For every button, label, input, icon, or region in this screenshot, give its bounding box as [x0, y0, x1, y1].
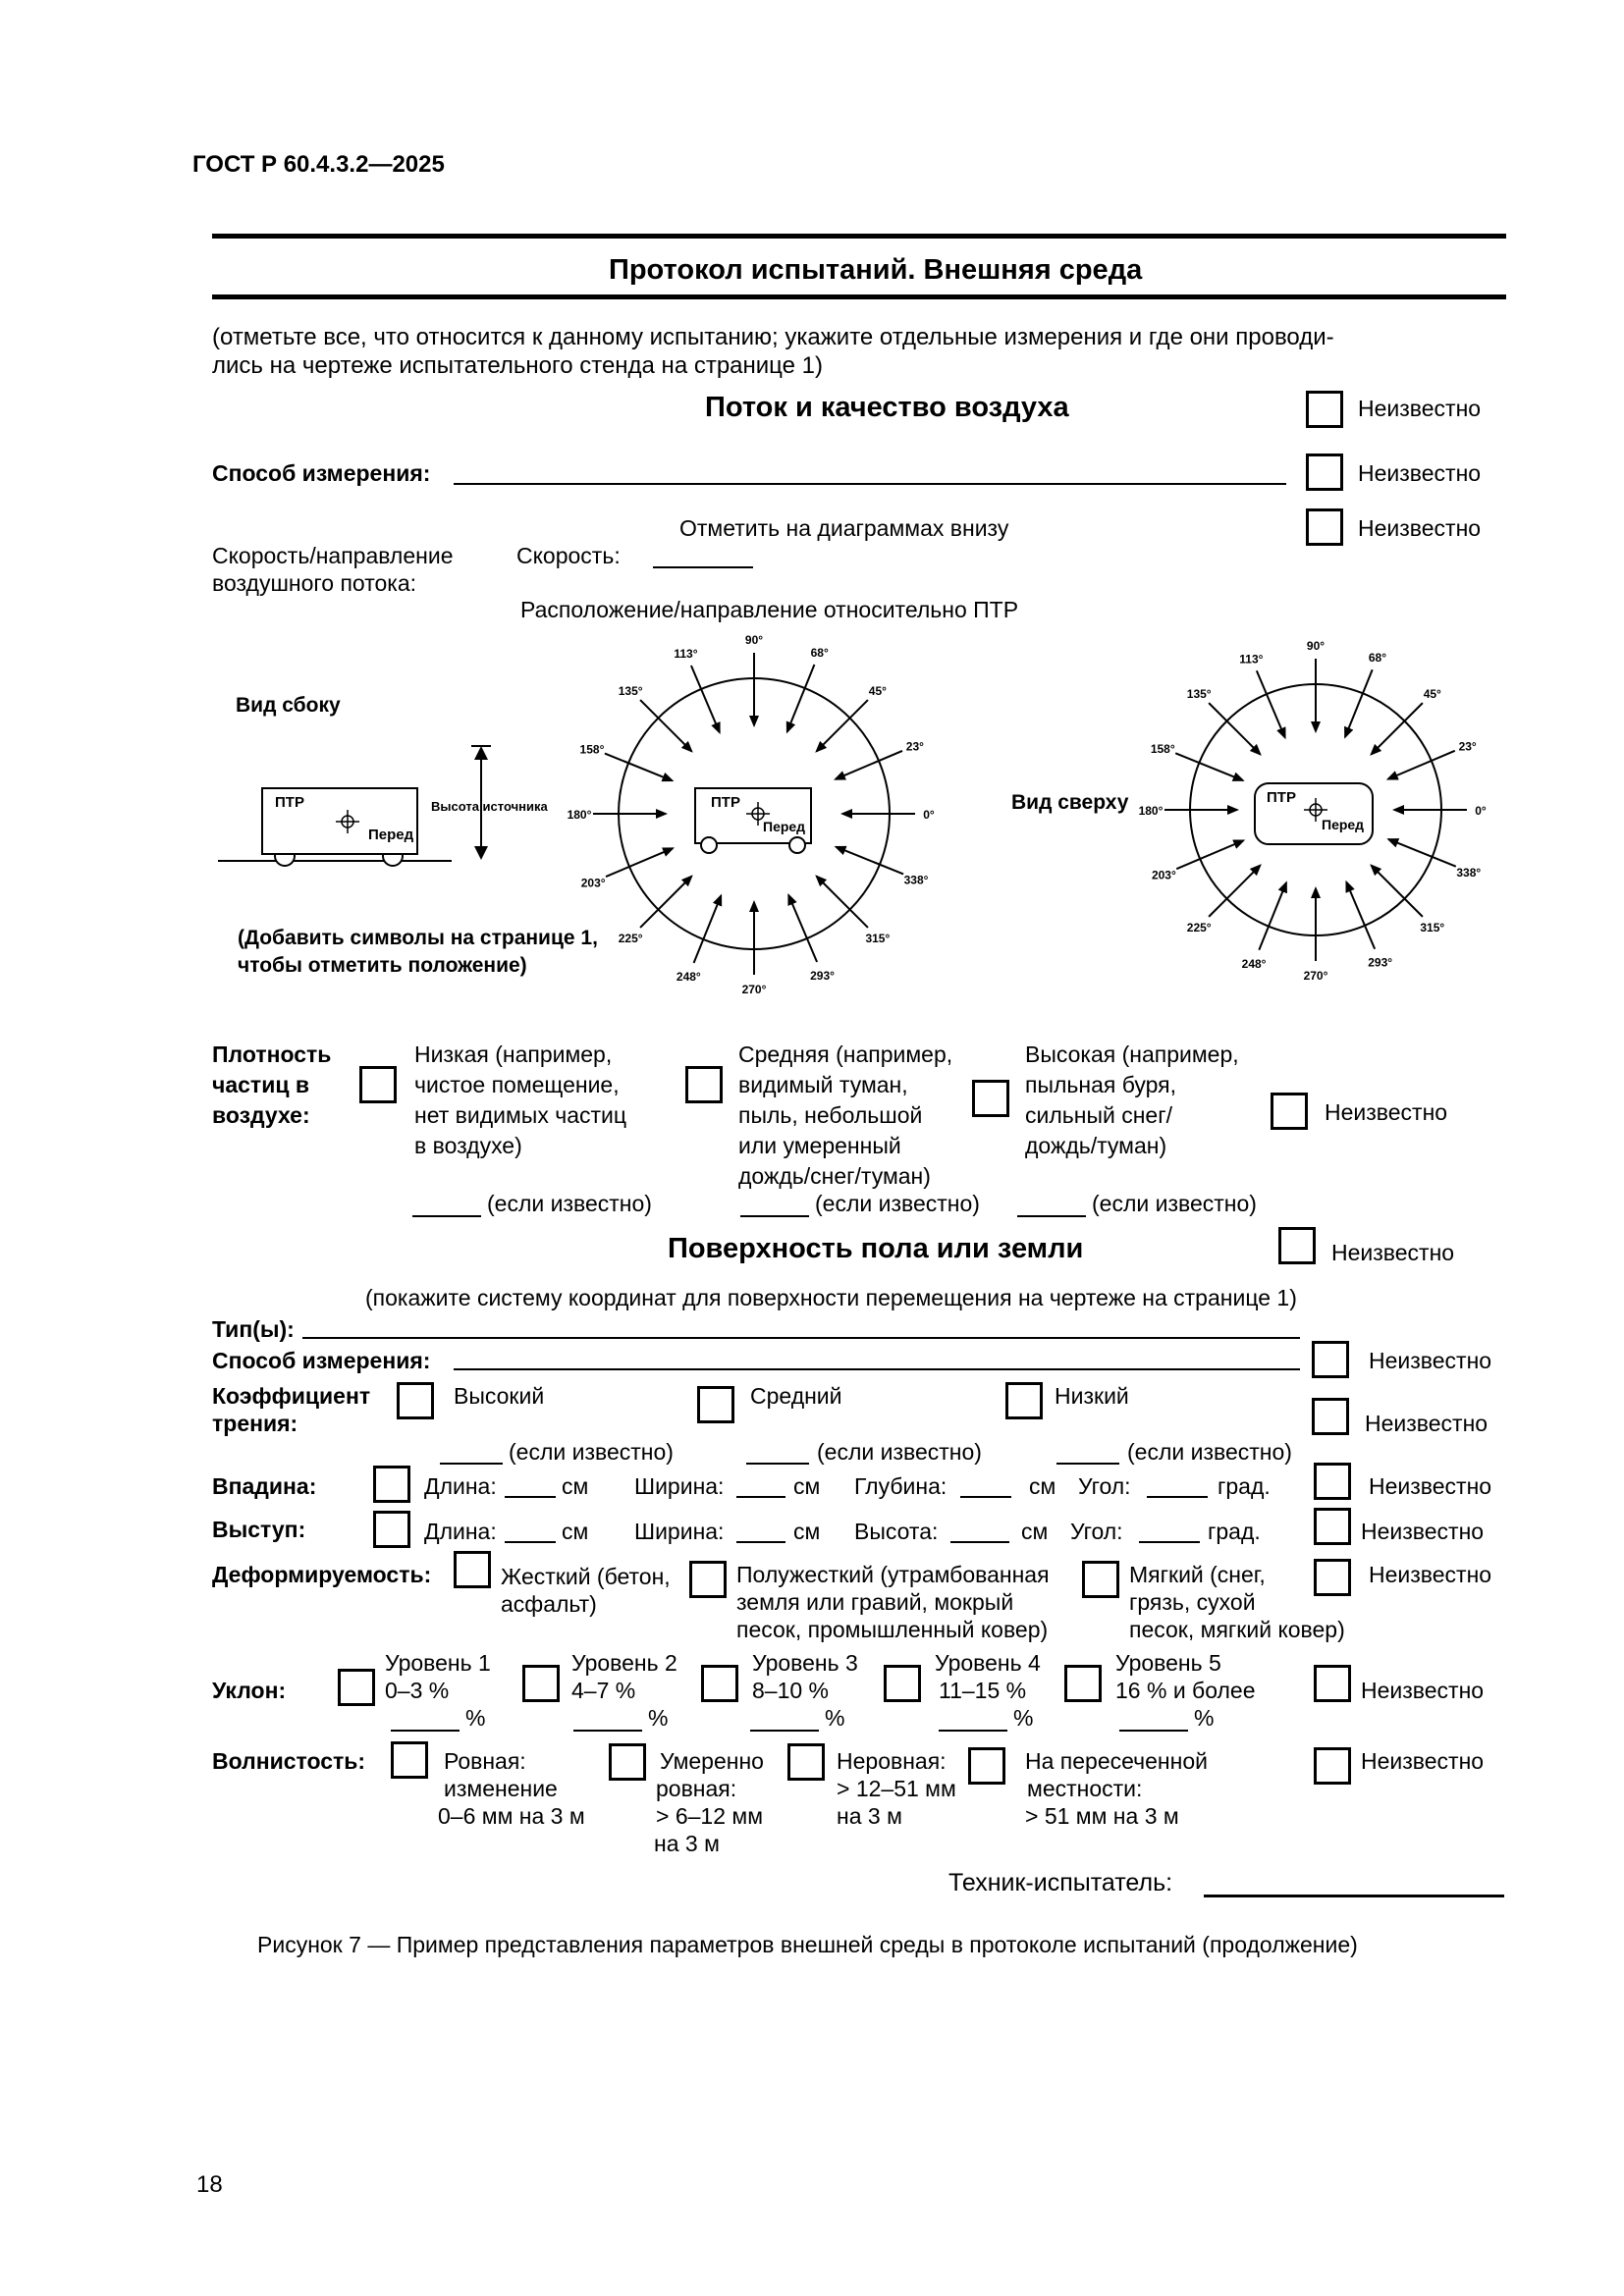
slope-level-4-value[interactable] — [939, 1730, 1007, 1732]
dip-length-field[interactable] — [505, 1496, 556, 1498]
mark-on-diagrams-note: Отметить на диаграммах внизу — [679, 515, 1009, 541]
semirigid-1: Полужесткий (утрамбованная — [736, 1562, 1050, 1587]
friction-low-value[interactable] — [1056, 1463, 1119, 1465]
bump-width-label: Ширина: — [634, 1519, 725, 1544]
friction-high-checkbox[interactable] — [397, 1382, 434, 1419]
floor-method-label: Способ измерения: — [212, 1348, 431, 1373]
floor-types-field[interactable] — [302, 1337, 1300, 1339]
cm-label: см — [1021, 1519, 1049, 1544]
particles-medium-checkbox[interactable] — [685, 1066, 723, 1103]
friction-high-label: Высокий — [454, 1383, 545, 1409]
wave-flat-checkbox[interactable] — [391, 1741, 428, 1779]
if-known-label: (если известно) — [1092, 1191, 1257, 1216]
slope-level-5-value[interactable] — [1119, 1730, 1188, 1732]
airflow-arrow-45 — [817, 700, 868, 751]
wave-moderate-checkbox[interactable] — [609, 1743, 646, 1781]
angle-label-338: 338° — [903, 873, 929, 887]
bump-checkbox[interactable] — [373, 1511, 410, 1548]
particles-low-checkbox[interactable] — [359, 1066, 397, 1103]
air-flow-label-1: Скорость/направление — [212, 543, 454, 568]
wave-uneven-3: на 3 м — [837, 1803, 902, 1829]
cm-label: см — [793, 1519, 821, 1544]
angle-label-158: 158° — [1150, 742, 1175, 757]
angle-label-158: 158° — [579, 742, 605, 757]
angle-label-113: 113° — [1239, 652, 1264, 667]
if-known-label: (если известно) — [817, 1439, 982, 1465]
slope-unknown-checkbox[interactable] — [1314, 1665, 1351, 1702]
angle-label-68: 68° — [810, 645, 829, 660]
semirigid-2: земля или гравий, мокрый — [736, 1589, 1014, 1615]
dip-depth-field[interactable] — [960, 1496, 1011, 1498]
particles-label-1: Плотность — [212, 1041, 332, 1067]
air-unknown-checkbox[interactable] — [1306, 391, 1343, 428]
airflow-arrow-135 — [1209, 703, 1260, 754]
particles-low-1: Низкая (например, — [414, 1041, 613, 1067]
particles-unknown-checkbox[interactable] — [1271, 1093, 1308, 1130]
slope-level-2-value[interactable] — [573, 1730, 642, 1732]
percent-label: % — [465, 1705, 486, 1731]
particles-label-3: воздухе: — [212, 1102, 310, 1128]
wave-unknown-checkbox[interactable] — [1314, 1747, 1351, 1785]
front-label: Перед — [1322, 817, 1365, 832]
deform-label: Деформируемость: — [212, 1562, 432, 1587]
wave-rough-3: > 51 мм на 3 м — [1025, 1803, 1179, 1829]
soft-1: Мягкий (снег, — [1129, 1562, 1266, 1587]
particles-low-4: в воздухе) — [414, 1133, 522, 1158]
dip-label: Впадина: — [212, 1473, 317, 1499]
top-view-label: Вид сверху — [1011, 791, 1129, 814]
angle-label-0: 0° — [1475, 804, 1487, 818]
if-known-label: (если известно) — [509, 1439, 674, 1465]
angle-label-293: 293° — [810, 968, 835, 983]
dip-width-label: Ширина: — [634, 1473, 725, 1499]
wave-flat-1: Ровная: — [444, 1748, 526, 1774]
angle-label-315: 315° — [865, 931, 891, 945]
unknown-label: Неизвестно — [1365, 1411, 1489, 1436]
slope-level-4-checkbox[interactable] — [884, 1665, 921, 1702]
slope-level-5-range: 16 % и более — [1115, 1678, 1256, 1703]
wave-rough-1: На пересеченной — [1025, 1748, 1208, 1774]
particles-medium-2: видимый туман, — [738, 1072, 908, 1097]
angle-label-135: 135° — [618, 684, 643, 699]
angle-label-248: 248° — [1241, 956, 1267, 971]
wave-rough-checkbox[interactable] — [968, 1747, 1005, 1785]
air-method-unknown-checkbox[interactable] — [1306, 454, 1343, 491]
angle-label-293: 293° — [1368, 955, 1393, 970]
angle-label-180: 180° — [567, 808, 592, 822]
rigid-2: асфальт) — [501, 1591, 597, 1617]
top-rule — [212, 234, 1506, 239]
instructions-line-2: лись на чертеже испытательного стенда на странице 1) — [212, 352, 824, 379]
page-number: 18 — [196, 2171, 223, 2198]
semirigid-checkbox[interactable] — [689, 1561, 727, 1598]
page-title: Протокол испытаний. Внешняя среда — [609, 254, 1143, 286]
bump-label: Выступ: — [212, 1517, 306, 1542]
front-label: Перед — [368, 827, 414, 843]
bump-width-field[interactable] — [736, 1541, 785, 1543]
bump-height-field[interactable] — [950, 1541, 1009, 1543]
side-view-label: Вид сбоку — [236, 694, 341, 717]
particles-high-1: Высокая (например, — [1025, 1041, 1239, 1067]
soft-3: песок, мягкий ковер) — [1129, 1617, 1345, 1642]
unknown-label: Неизвестно — [1361, 1748, 1485, 1774]
wave-moderate-2: ровная: — [656, 1776, 737, 1801]
particles-medium-3: пыль, небольшой — [738, 1102, 923, 1128]
unknown-label: Неизвестно — [1331, 1240, 1455, 1265]
if-known-label: (если известно) — [487, 1191, 652, 1216]
dip-checkbox[interactable] — [373, 1466, 410, 1503]
airflow-arrow-113 — [691, 666, 720, 732]
cm-label: см — [562, 1519, 589, 1544]
angle-label-0: 0° — [923, 808, 935, 822]
if-known-label: (если известно) — [815, 1191, 980, 1216]
floor-method-unknown-checkbox[interactable] — [1312, 1341, 1349, 1378]
airflow-arrow-68 — [787, 665, 815, 732]
airflow-arrow-23 — [1388, 751, 1455, 779]
air-flow-unknown-checkbox[interactable] — [1306, 508, 1343, 546]
cm-label: см — [562, 1473, 589, 1499]
airflow-arrow-225 — [640, 877, 691, 928]
robot-label: ПТР — [711, 794, 740, 811]
angle-label-23: 23° — [905, 739, 924, 754]
wave-label: Волнистость: — [212, 1748, 366, 1774]
slope-level-3-name: Уровень 3 — [752, 1650, 858, 1676]
bump-length-label: Длина: — [424, 1519, 497, 1544]
airflow-arrow-225 — [1209, 866, 1260, 917]
dip-depth-label: Глубина: — [854, 1473, 947, 1499]
angle-label-68: 68° — [1368, 651, 1387, 666]
airflow-arrow-248 — [694, 895, 722, 963]
airflow-arrow-135 — [640, 700, 691, 751]
airflow-arrow-338 — [836, 847, 903, 875]
dip-width-field[interactable] — [736, 1496, 785, 1498]
add-symbols-note-1: (Добавить символы на странице 1, — [238, 927, 598, 949]
particles-medium-1: Средняя (например, — [738, 1041, 953, 1067]
airflow-arrow-113 — [1257, 670, 1285, 737]
bump-length-field[interactable] — [505, 1541, 556, 1543]
angle-label-338: 338° — [1456, 865, 1482, 880]
particles-high-2: пыльная буря, — [1025, 1072, 1177, 1097]
robot-label: ПТР — [1267, 789, 1296, 806]
deg-label: град. — [1218, 1473, 1271, 1499]
soft-checkbox[interactable] — [1082, 1561, 1119, 1598]
airflow-arrow-248 — [1259, 882, 1286, 950]
angle-label-248: 248° — [676, 970, 701, 985]
unknown-label: Неизвестно — [1369, 1473, 1492, 1499]
percent-label: % — [1194, 1705, 1215, 1731]
friction-high-value[interactable] — [440, 1463, 503, 1465]
speed-label: Скорость: — [516, 543, 621, 568]
friction-medium-value[interactable] — [746, 1463, 809, 1465]
location-label: Расположение/направление относительно ПТР — [520, 597, 1019, 622]
percent-label: % — [825, 1705, 845, 1731]
unknown-label: Неизвестно — [1361, 1678, 1485, 1703]
slope-level-3-value[interactable] — [750, 1730, 819, 1732]
particles-high-3: сильный снег/ — [1025, 1102, 1172, 1128]
unknown-label: Неизвестно — [1361, 1519, 1485, 1544]
air-method-field[interactable] — [454, 483, 1286, 485]
angle-label-90: 90° — [744, 633, 764, 647]
floor-method-field[interactable] — [454, 1368, 1300, 1370]
wave-uneven-2: > 12–51 мм — [837, 1776, 956, 1801]
unknown-label: Неизвестно — [1358, 396, 1482, 421]
slope-level-3-range: 8–10 % — [752, 1678, 830, 1703]
particles-high-value[interactable] — [1017, 1215, 1086, 1217]
air-heading: Поток и качество воздуха — [705, 392, 1069, 423]
airflow-arrow-68 — [1345, 669, 1373, 737]
semirigid-3: песок, промышленный ковер) — [736, 1617, 1049, 1642]
unknown-label: Неизвестно — [1369, 1562, 1492, 1587]
robot-label: ПТР — [275, 794, 304, 811]
angle-label-203: 203° — [580, 876, 606, 890]
slope-level-2-name: Уровень 2 — [571, 1650, 677, 1676]
soft-2: грязь, сухой — [1129, 1589, 1256, 1615]
technician-signature-field[interactable] — [1204, 1895, 1504, 1897]
wave-flat-3: 0–6 мм на 3 м — [438, 1803, 585, 1829]
slope-level-1-range: 0–3 % — [385, 1678, 450, 1703]
angle-label-315: 315° — [1420, 920, 1445, 934]
particles-high-checkbox[interactable] — [972, 1080, 1009, 1117]
friction-unknown-checkbox[interactable] — [1312, 1398, 1349, 1435]
friction-label-1: Коэффициент — [212, 1383, 371, 1409]
angle-label-113: 113° — [674, 647, 698, 662]
air-method-label: Способ измерения: — [212, 460, 431, 486]
bump-angle-label: Угол: — [1070, 1519, 1123, 1544]
airflow-arrow-45 — [1372, 703, 1423, 754]
unknown-label: Неизвестно — [1358, 515, 1482, 541]
deg-label: град. — [1208, 1519, 1261, 1544]
airflow-arrow-293 — [1346, 882, 1375, 949]
wave-flat-2: изменение — [444, 1776, 558, 1801]
airflow-arrow-158 — [605, 754, 673, 781]
angle-label-225: 225° — [1186, 920, 1212, 934]
percent-label: % — [1013, 1705, 1034, 1731]
slope-level-1-name: Уровень 1 — [385, 1650, 491, 1676]
floor-types-label: Тип(ы): — [212, 1316, 295, 1342]
friction-low-label: Низкий — [1055, 1383, 1129, 1409]
add-symbols-note-2: чтобы отметить положение) — [238, 954, 527, 977]
friction-medium-label: Средний — [750, 1383, 842, 1409]
angle-label-45: 45° — [1423, 687, 1441, 702]
angle-label-45: 45° — [868, 684, 887, 699]
slope-level-4-name: Уровень 4 — [935, 1650, 1041, 1676]
airflow-arrow-315 — [817, 877, 868, 928]
angle-label-203: 203° — [1151, 868, 1176, 882]
slope-level-5-name: Уровень 5 — [1115, 1650, 1221, 1676]
cm-label: см — [793, 1473, 821, 1499]
source-height-label: Высота источника — [431, 799, 548, 814]
particles-low-value[interactable] — [412, 1215, 481, 1217]
bump-angle-field[interactable] — [1139, 1541, 1200, 1543]
percent-label: % — [648, 1705, 669, 1731]
floor-note: (покажите систему координат для поверхности перемещения на чертеже на странице 1) — [365, 1285, 1297, 1310]
unknown-label: Неизвестно — [1369, 1348, 1492, 1373]
friction-medium-checkbox[interactable] — [697, 1386, 734, 1423]
wave-moderate-3: > 6–12 мм — [656, 1803, 764, 1829]
friction-low-checkbox[interactable] — [1005, 1382, 1043, 1419]
particles-low-2: чистое помещение, — [414, 1072, 620, 1097]
slope-level-1-checkbox[interactable] — [338, 1669, 375, 1706]
dip-length-label: Длина: — [424, 1473, 497, 1499]
instructions-line-1: (отметьте все, что относится к данному испытанию; укажите отдельные измерения и где они проводи- — [212, 324, 1334, 350]
wave-moderate-4: на 3 м — [654, 1831, 720, 1856]
angle-label-270: 270° — [1303, 969, 1328, 983]
friction-label-2: трения: — [212, 1411, 298, 1436]
figure-caption: Рисунок 7 — Пример представления параметров внешней среды в протоколе испытаний (продолжение) — [257, 1932, 1358, 1957]
slope-label: Уклон: — [212, 1678, 287, 1703]
airflow-arrow-338 — [1388, 839, 1456, 867]
airflow-arrow-293 — [788, 895, 817, 962]
rigid-1: Жесткий (бетон, — [501, 1564, 671, 1589]
floor-heading: Поверхность пола или земли — [668, 1233, 1084, 1264]
slope-level-1-value[interactable] — [391, 1730, 460, 1732]
wave-moderate-1: Умеренно — [660, 1748, 764, 1774]
title-rule — [212, 294, 1506, 299]
unknown-label: Неизвестно — [1325, 1099, 1448, 1125]
slope-level-5-checkbox[interactable] — [1064, 1665, 1102, 1702]
document-standard: ГОСТ Р 60.4.3.2—2025 — [192, 151, 445, 178]
unknown-label: Неизвестно — [1358, 460, 1482, 486]
bump-unknown-checkbox[interactable] — [1314, 1508, 1351, 1545]
dip-angle-field[interactable] — [1147, 1496, 1208, 1498]
slope-level-2-checkbox[interactable] — [522, 1665, 560, 1702]
air-flow-label-2: воздушного потока: — [212, 570, 417, 596]
airflow-arrow-203 — [1176, 840, 1243, 869]
floor-unknown-checkbox[interactable] — [1278, 1227, 1316, 1264]
wave-rough-2: местности: — [1027, 1776, 1143, 1801]
particles-low-3: нет видимых частиц — [414, 1102, 627, 1128]
slope-level-2-range: 4–7 % — [571, 1678, 636, 1703]
particles-medium-value[interactable] — [740, 1215, 809, 1217]
angle-label-225: 225° — [618, 931, 643, 945]
angle-label-23: 23° — [1458, 739, 1477, 754]
particles-high-4: дождь/туман) — [1025, 1133, 1167, 1158]
slope-level-3-checkbox[interactable] — [701, 1665, 738, 1702]
slope-level-4-range: 11–15 % — [939, 1678, 1027, 1703]
cm-label: см — [1029, 1473, 1056, 1499]
bump-height-label: Высота: — [854, 1519, 939, 1544]
wave-uneven-1: Неровная: — [837, 1748, 947, 1774]
angle-label-135: 135° — [1186, 687, 1212, 702]
particles-label-2: частиц в — [212, 1072, 310, 1097]
airflow-arrow-203 — [606, 848, 673, 877]
dip-angle-label: Угол: — [1078, 1473, 1131, 1499]
airflow-arrow-23 — [836, 751, 902, 779]
rigid-checkbox[interactable] — [454, 1551, 491, 1588]
if-known-label: (если известно) — [1127, 1439, 1292, 1465]
airflow-arrow-315 — [1372, 866, 1423, 917]
wave-uneven-checkbox[interactable] — [787, 1743, 825, 1781]
particles-medium-5: дождь/снег/туман) — [738, 1163, 931, 1189]
airflow-arrow-158 — [1175, 753, 1243, 780]
airflow-diagrams — [0, 628, 1624, 1021]
particles-medium-4: или умеренный — [738, 1133, 901, 1158]
deform-unknown-checkbox[interactable] — [1314, 1559, 1351, 1596]
dip-unknown-checkbox[interactable] — [1314, 1463, 1351, 1500]
technician-label: Техник-испытатель: — [948, 1869, 1173, 1896]
angle-label-90: 90° — [1306, 639, 1326, 653]
front-label: Перед — [763, 819, 806, 834]
angle-label-270: 270° — [741, 983, 767, 996]
angle-label-180: 180° — [1138, 804, 1164, 818]
speed-field[interactable] — [653, 566, 753, 568]
